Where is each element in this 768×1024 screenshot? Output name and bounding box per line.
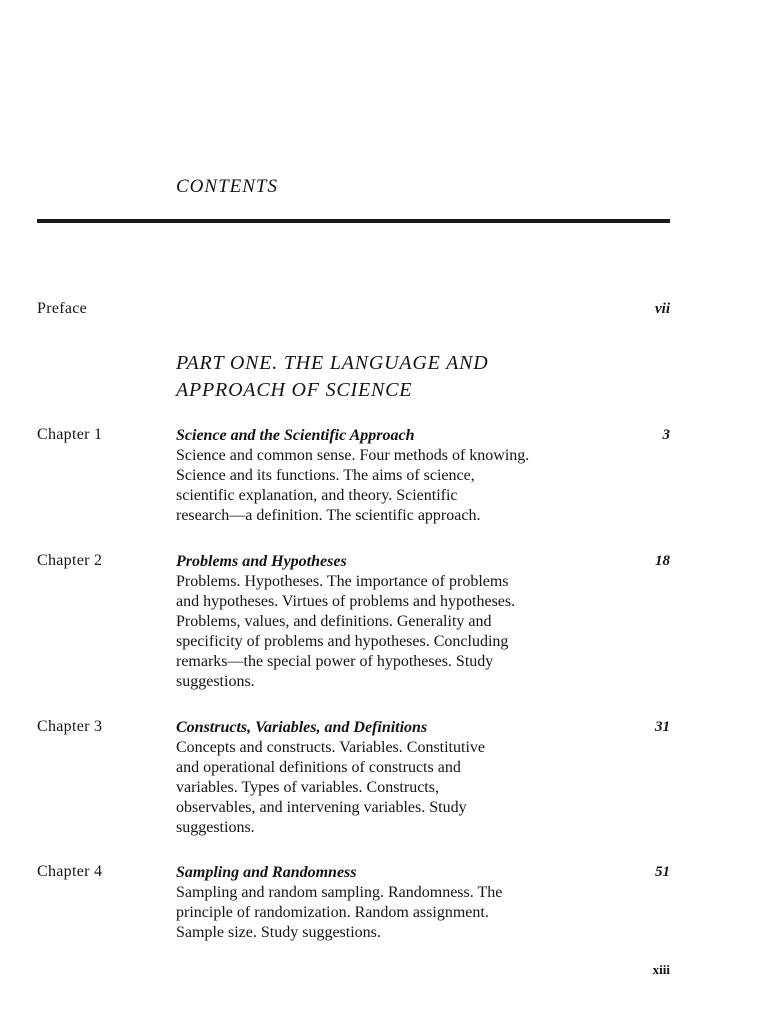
chapter-description-line: research—a definition. The scientific approach. bbox=[176, 507, 481, 524]
chapter-description-line: suggestions. bbox=[176, 819, 255, 836]
chapter-description-line: specificity of problems and hypotheses. Concluding bbox=[176, 633, 509, 650]
chapter-label: Chapter 2 bbox=[37, 552, 103, 569]
chapter-description-line: Science and its functions. The aims of science, bbox=[176, 467, 475, 484]
part-title-line: APPROACH OF SCIENCE bbox=[176, 379, 413, 401]
chapter-description-line: principle of randomization. Random assignment. bbox=[176, 904, 489, 921]
part-title bbox=[176, 350, 489, 404]
chapter-description-line: observables, and intervening variables. Study bbox=[176, 799, 467, 816]
chapter-description-line: suggestions. bbox=[176, 673, 255, 690]
chapter-description-line: Problems, values, and definitions. Generality and bbox=[176, 613, 492, 630]
chapter-entry bbox=[176, 552, 656, 692]
chapter-description-line: Sample size. Study suggestions. bbox=[176, 924, 381, 941]
chapter-label: Chapter 3 bbox=[37, 718, 103, 735]
chapter-description-line: remarks—the special power of hypotheses. Study bbox=[176, 653, 494, 670]
chapter-description-line: variables. Types of variables. Constructs, bbox=[176, 779, 439, 796]
chapter-title: Problems and Hypotheses bbox=[176, 553, 347, 570]
chapter-title: Science and the Scientific Approach bbox=[176, 427, 415, 444]
chapter-page-number: 3 bbox=[662, 427, 670, 443]
chapter-description-line: and hypotheses. Virtues of problems and hypotheses. bbox=[176, 593, 516, 610]
heading-rule bbox=[37, 219, 670, 223]
chapter-page-number: 18 bbox=[655, 553, 670, 569]
chapter-description-line: and operational definitions of constructs and bbox=[176, 759, 461, 776]
chapter-description-line: Sampling and random sampling. Randomness. The bbox=[176, 884, 503, 901]
chapter-description-line: scientific explanation, and theory. Scientific bbox=[176, 487, 458, 504]
page-folio: xiii bbox=[652, 962, 670, 977]
chapter-title: Sampling and Randomness bbox=[176, 864, 357, 881]
chapter-page-number: 31 bbox=[655, 719, 670, 735]
chapter-title: Constructs, Variables, and Definitions bbox=[176, 719, 428, 736]
chapter-label: Chapter 1 bbox=[37, 426, 103, 443]
chapter-description-line: Science and common sense. Four methods of knowing. bbox=[176, 447, 530, 464]
chapter-entry bbox=[176, 718, 656, 838]
preface-label: Preface bbox=[37, 300, 88, 317]
page-title: CONTENTS bbox=[176, 176, 278, 197]
chapter-entry bbox=[176, 863, 656, 943]
chapter-description-line: Concepts and constructs. Variables. Constitutive bbox=[176, 739, 485, 756]
preface-page-number: vii bbox=[655, 301, 670, 317]
chapter-label: Chapter 4 bbox=[37, 863, 103, 880]
chapter-entry bbox=[176, 426, 656, 526]
chapter-description-line: Problems. Hypotheses. The importance of problems bbox=[176, 573, 509, 590]
part-title-line: PART ONE. THE LANGUAGE AND bbox=[176, 352, 489, 374]
chapter-page-number: 51 bbox=[655, 864, 670, 880]
